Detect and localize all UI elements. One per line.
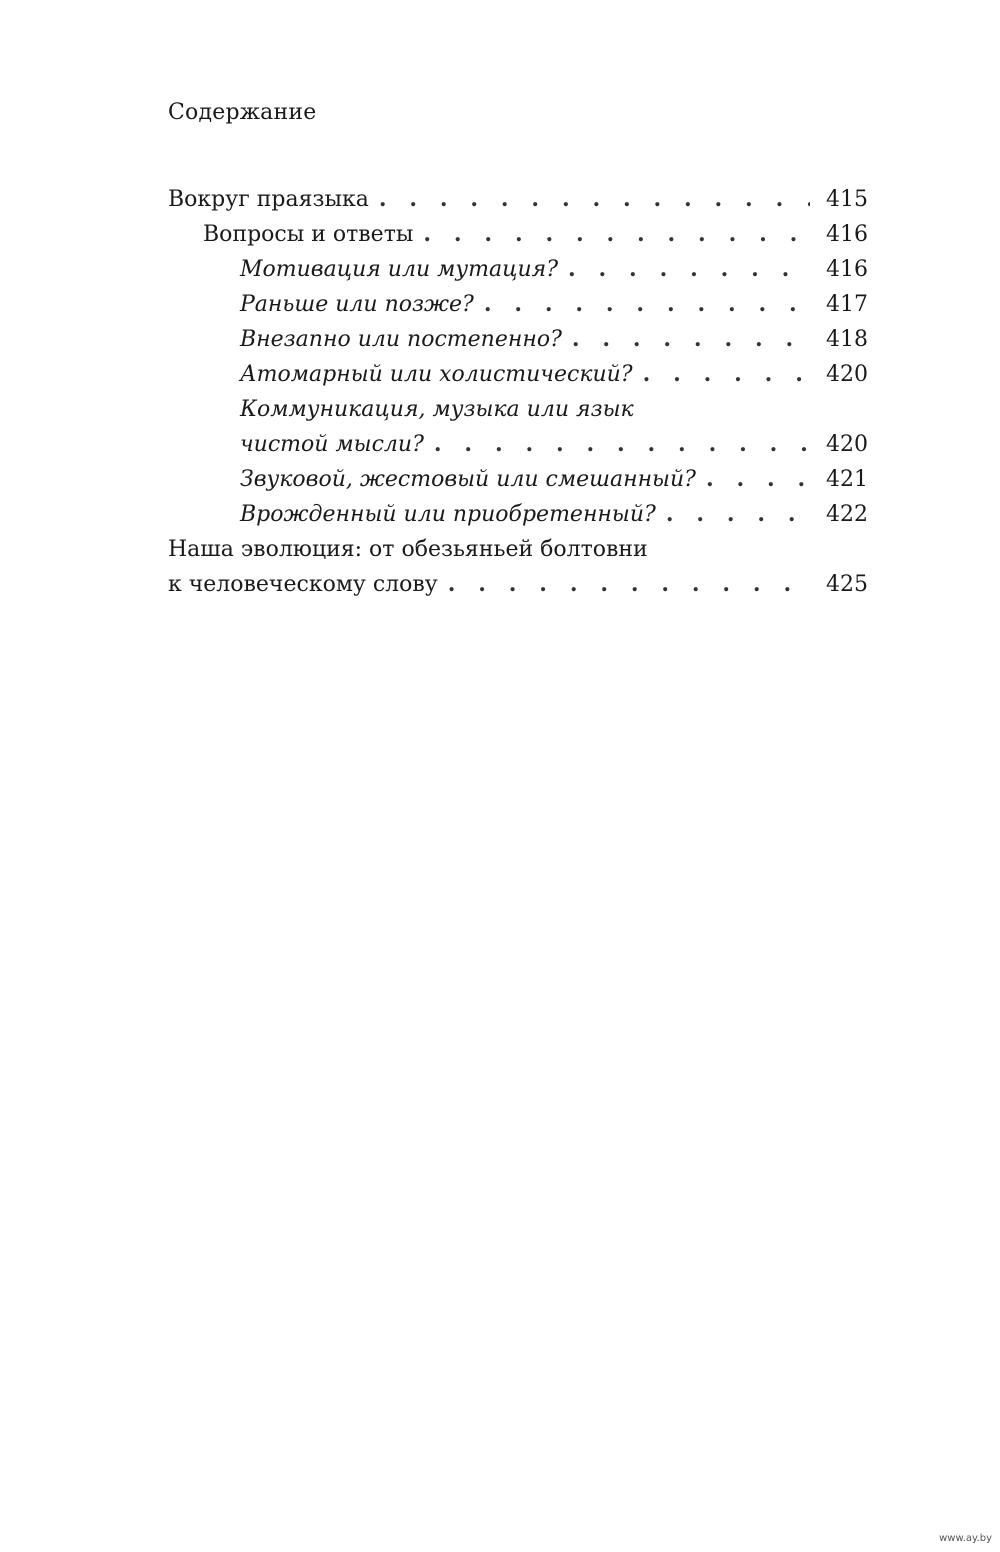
table-of-contents — [168, 182, 868, 602]
toc-entry[interactable] — [168, 497, 868, 532]
toc-page-number: 417 — [826, 292, 868, 317]
toc-entry-title: Атомарный или холистический? — [240, 357, 643, 392]
toc-entry-title: Раньше или позже? — [240, 287, 484, 322]
toc-page-number: 420 — [826, 362, 868, 387]
toc-entry-title: Внезапно или постепенно? — [240, 322, 572, 357]
toc-page-number: 421 — [826, 467, 868, 492]
dot-leader — [568, 252, 810, 287]
toc-entry-title: к человеческому слову — [168, 567, 448, 602]
toc-page-number: 425 — [826, 572, 868, 597]
toc-entry-title: Врожденный или приобретенный? — [240, 497, 666, 532]
toc-entry-title: чистой мысли? — [240, 427, 434, 462]
dot-leader — [572, 322, 810, 357]
toc-entry-title: Звуковой, жестовый или смешанный? — [240, 462, 706, 497]
toc-page-number: 416 — [826, 257, 868, 282]
toc-entry[interactable] — [168, 357, 868, 392]
toc-entry[interactable] — [168, 217, 868, 252]
toc-page-number: 415 — [826, 187, 868, 212]
toc-entry-title: Вопросы и ответы — [203, 217, 423, 252]
toc-entry[interactable] — [168, 287, 868, 322]
toc-entry-title: Наша эволюция: от обезьяньей болтовни — [168, 532, 658, 567]
toc-entry[interactable] — [168, 462, 868, 497]
dot-leader — [423, 217, 810, 252]
toc-entry-title: Вокруг праязыка — [168, 182, 379, 217]
toc-entry[interactable] — [168, 532, 868, 567]
dot-leader — [484, 287, 810, 322]
toc-entry[interactable] — [168, 322, 868, 357]
dot-leader — [666, 497, 810, 532]
toc-page-number: 418 — [826, 327, 868, 352]
dot-leader — [643, 357, 810, 392]
page-title: Содержание — [168, 100, 317, 125]
toc-entry-title: Мотивация или мутация? — [240, 252, 568, 287]
toc-entry[interactable] — [168, 252, 868, 287]
toc-entry[interactable] — [168, 182, 868, 217]
toc-entry[interactable] — [168, 392, 868, 427]
dot-leader — [448, 567, 810, 602]
toc-entry-continuation[interactable] — [168, 427, 868, 462]
dot-leader — [706, 462, 810, 497]
toc-entry-continuation[interactable] — [168, 567, 868, 602]
watermark: www.ay.by — [939, 1533, 992, 1544]
toc-page-number: 422 — [826, 502, 868, 527]
dot-leader — [434, 427, 810, 462]
toc-page-number: 420 — [826, 432, 868, 457]
toc-entry-title: Коммуникация, музыка или язык — [240, 392, 644, 427]
toc-page-number: 416 — [826, 222, 868, 247]
dot-leader — [379, 182, 810, 217]
